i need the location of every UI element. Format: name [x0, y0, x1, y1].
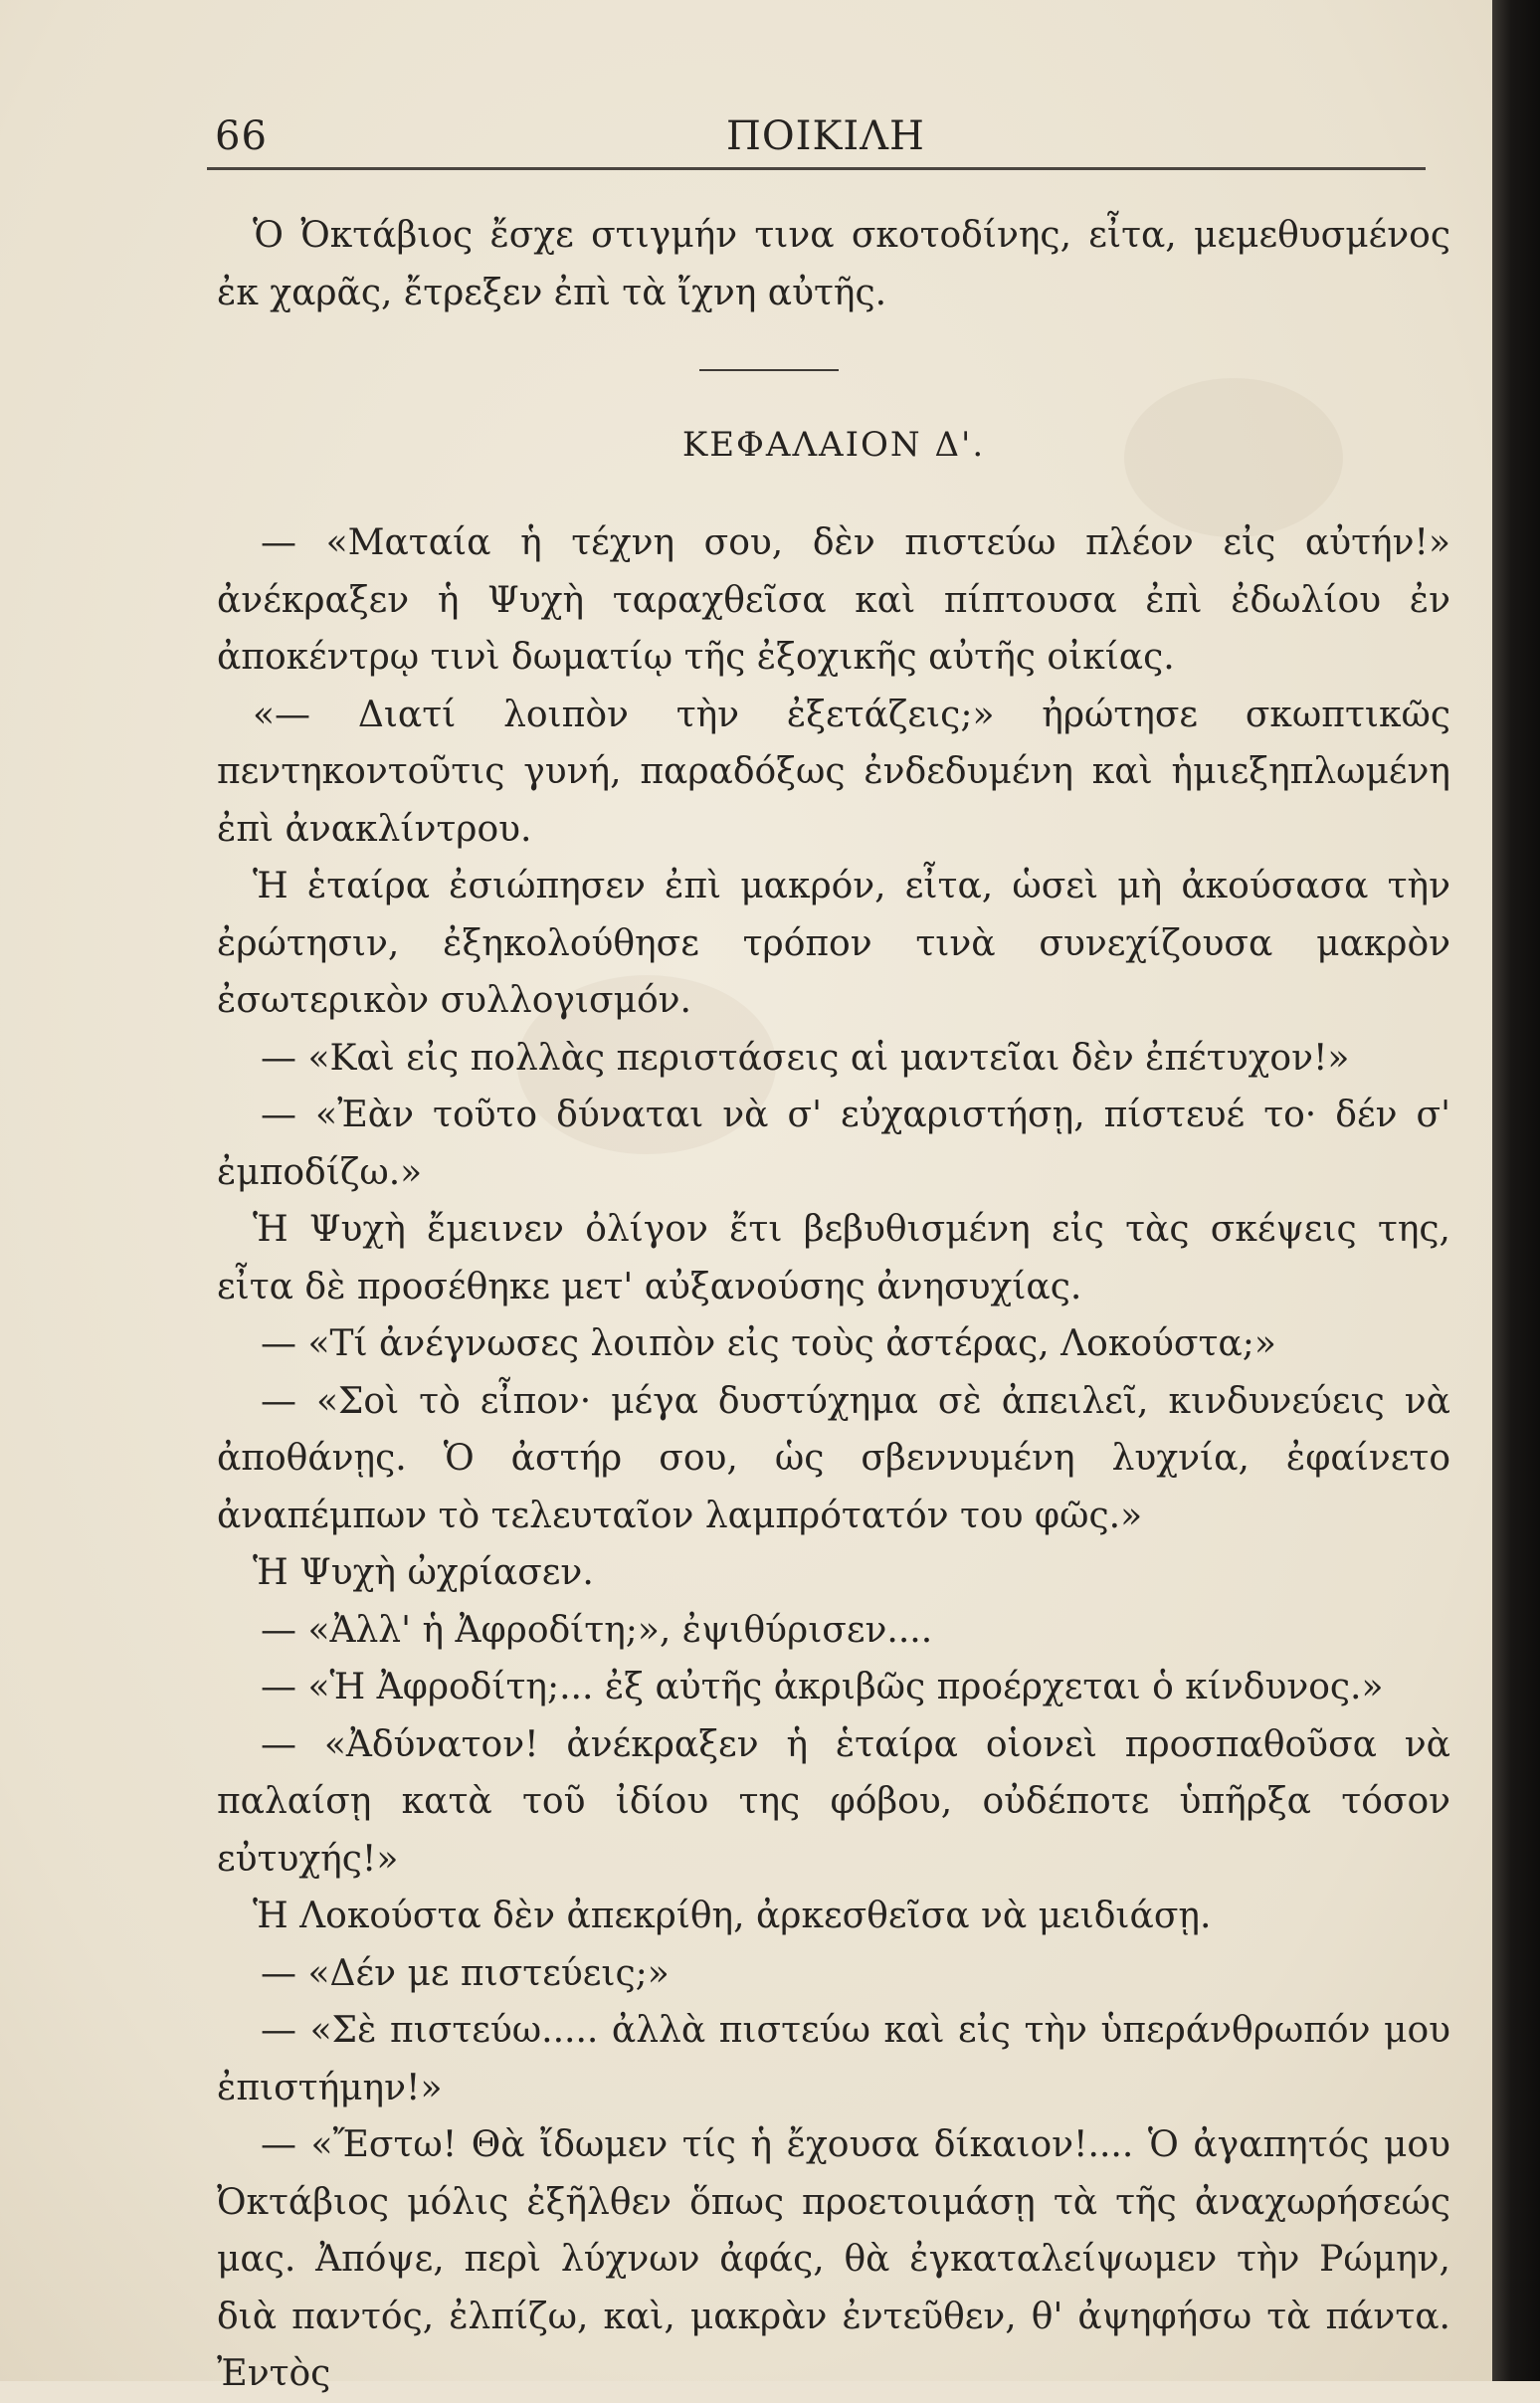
- paragraph: — «Ἐὰν τοῦτο δύναται νὰ σ' εὐχαριστήσῃ, πίστευέ το· δέν σ' ἐμποδίζω.»: [217, 1095, 1450, 1193]
- running-header: [207, 111, 1431, 171]
- page-number: 66: [215, 113, 268, 159]
- paragraph: — «Ματαία ἡ τέχνη σου, δὲν πιστεύω πλέον εἰς αὐτήν!» ἀνέκραξεν ἡ Ψυχὴ ταραχθεῖσα καὶ πίπτουσα ἐπὶ ἐδωλίου ἐν ἀποκέντρῳ τινὶ δωματίῳ τῆς ἐξοχικῆς αὐτῆς οἰκίας.: [217, 522, 1450, 678]
- header-rule: [207, 167, 1426, 170]
- paragraph: — «Ἡ Ἀφροδίτη;... ἐξ αὐτῆς ἀκριβῶς προέρχεται ὁ κίνδυνος.»: [261, 1667, 1384, 1707]
- page-edge-shadow: [1492, 0, 1540, 2381]
- section-divider: [699, 369, 839, 371]
- paragraph: — «Ἀλλ' ἡ Ἀφροδίτη;», ἐψιθύρισεν....: [261, 1609, 933, 1651]
- paragraph: — «Καὶ εἰς πολλὰς περιστάσεις αἱ μαντεῖαι δὲν ἐπέτυχον!»: [261, 1037, 1350, 1079]
- paragraph: — «Σοὶ τὸ εἶπον· μέγα δυστύχημα σὲ ἀπειλεῖ, κινδυνεύεις νὰ ἀποθάνῃς. Ὁ ἀστήρ σου, ὡς σβεννυμένη λυχνία, ἐφαίνετο ἀναπέμπων τὸ τελευταῖον λαμπρότατόν του φῶς.»: [217, 1380, 1450, 1536]
- running-title: ΠΟΙΚΙΛΗ: [726, 113, 925, 159]
- body-text: [217, 207, 1450, 2403]
- paragraph: — «Σὲ πιστεύω..... ἀλλὰ πιστεύω καὶ εἰς τὴν ὑπεράνθρωπόν μου ἐπιστήμην!»: [217, 2010, 1450, 2108]
- paragraph: — «Ἔστω! Θὰ ἴδωμεν τίς ἡ ἔχουσα δίκαιον!.... Ὁ ἀγαπητός μου Ὀκτάβιος μόλις ἐξῆλθεν ὅπως προετοιμάσῃ τὰ τῆς ἀναχωρήσεώς μας. Ἀπόψε, περὶ λύχνων ἀφάς, θὰ ἐγκαταλείψωμεν τὴν Ρώμην, διὰ παντός, ἐλπίζω, καὶ, μακρὰν ἐντεῦθεν, θ' ἀψηφήσω τὰ πάντα. Ἐντὸς: [217, 2124, 1450, 2394]
- paragraph: Ἡ Λοκούστα δὲν ἀπεκρίθη, ἀρκεσθεῖσα νὰ μειδιάσῃ.: [253, 1896, 1212, 1936]
- opening-paragraph: Ὁ Ὀκτάβιος ἔσχε στιγμήν τινα σκοτοδίνης, εἶτα, μεμεθυσμένος ἐκ χαρᾶς, ἔτρεξεν ἐπὶ τὰ ἴχνη αὐτῆς.: [217, 215, 1450, 313]
- paragraph: — «Δέν με πιστεύεις;»: [261, 1952, 670, 1994]
- chapter-heading: ΚΕΦΑΛΑΙΟΝ Δ'.: [681, 425, 986, 465]
- paragraph: — «Τί ἀνέγνωσες λοιπὸν εἰς τοὺς ἀστέρας, Λοκούστα;»: [261, 1323, 1276, 1364]
- paragraph: Ἡ Ψυχὴ ὠχρίασεν.: [253, 1552, 594, 1593]
- paragraph: Ἡ Ψυχὴ ἔμεινεν ὀλίγον ἔτι βεβυθισμένη εἰς τὰς σκέψεις της, εἶτα δὲ προσέθηκε μετ' αὐξανούσης ἀνησυχίας.: [217, 1209, 1450, 1307]
- paragraph: Ἡ ἑταίρα ἐσιώπησεν ἐπὶ μακρόν, εἶτα, ὡσεὶ μὴ ἀκούσασα τὴν ἐρώτησιν, ἐξηκολούθησε τρόπον τινὰ συνεχίζουσα μακρὸν ἐσωτερικὸν συλλογισμόν.: [217, 866, 1450, 1021]
- paragraph: «— Διατί λοιπὸν τὴν ἐξετάζεις;» ἠρώτησε σκωπτικῶς πεντηκοντοῦτις γυνή, παραδόξως ἐνδεδυμένη καὶ ἡμιεξηπλωμένη ἐπὶ ἀνακλίντρου.: [217, 694, 1450, 850]
- paragraph: — «Ἀδύνατον! ἀνέκραξεν ἡ ἑταίρα οἱονεὶ προσπαθοῦσα νὰ παλαίσῃ κατὰ τοῦ ἰδίου της φόβου, οὐδέποτε ὑπῆρξα τόσον εὐτυχής!»: [217, 1723, 1450, 1880]
